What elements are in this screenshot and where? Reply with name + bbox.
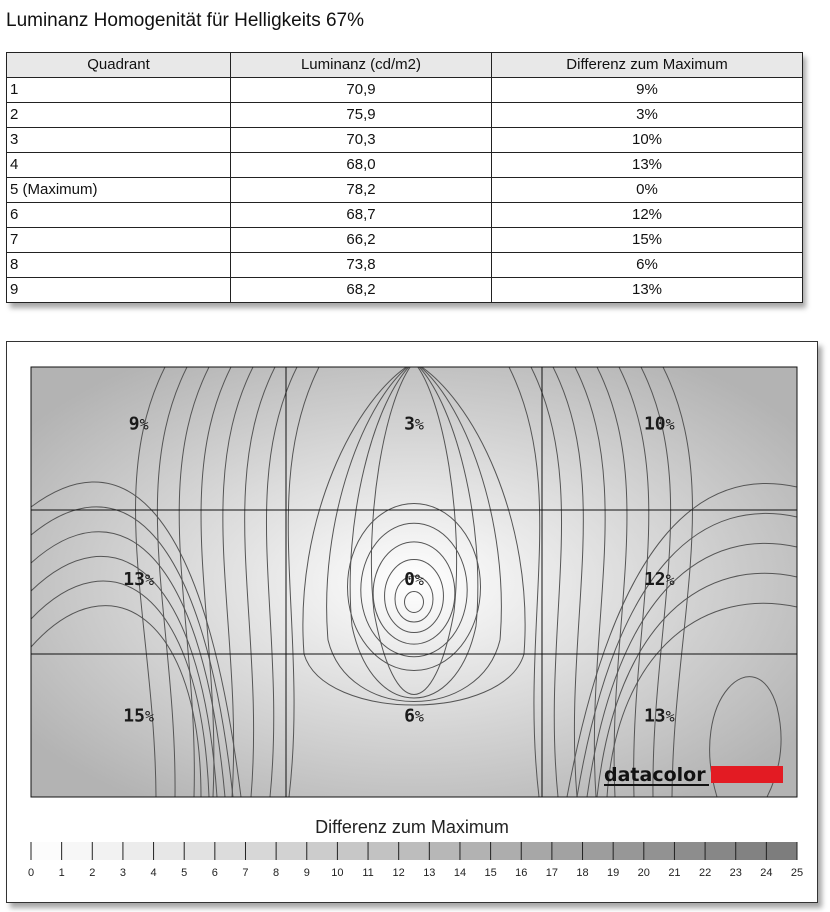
legend-tick-label: 19	[607, 867, 620, 879]
legend-swatch	[62, 842, 93, 860]
cell-difference: 10%	[492, 128, 803, 153]
quadrant-label-5	[404, 569, 424, 590]
quadrant-unit: %	[414, 415, 424, 434]
legend-swatch	[613, 842, 644, 860]
quadrant-unit: %	[144, 571, 155, 589]
legend-tick-label: 9	[303, 867, 310, 879]
legend-tick-label: 5	[181, 867, 188, 879]
legend-swatch	[583, 842, 614, 860]
legend-title: Differenz zum Maximum	[315, 817, 509, 837]
cell-luminance: 68,0	[231, 153, 492, 178]
legend-swatch	[276, 842, 307, 860]
legend-swatch	[154, 842, 185, 860]
table-row	[7, 203, 803, 228]
datacolor-logo-text: datacolor	[604, 764, 706, 786]
legend-tick-label: 12	[392, 867, 405, 879]
cell-difference: 13%	[492, 278, 803, 303]
page-title: Luminanz Homogenität für Helligkeits 67%	[6, 10, 365, 31]
legend-tick-label: 13	[423, 867, 436, 879]
quadrant-label-6	[644, 569, 675, 590]
quadrant-label-9	[644, 705, 675, 726]
quadrant-label-2	[404, 414, 424, 435]
table-row	[7, 78, 803, 103]
luminance-table	[6, 52, 803, 303]
legend-swatch	[215, 842, 246, 860]
cell-luminance: 70,9	[231, 78, 492, 103]
legend-swatch	[491, 842, 522, 860]
cell-quadrant: 9	[7, 278, 231, 303]
table-row	[7, 228, 803, 253]
legend-swatch	[552, 842, 583, 860]
quadrant-unit: %	[144, 707, 155, 726]
legend-swatch	[307, 842, 338, 860]
table-row	[7, 178, 803, 203]
cell-difference: 3%	[492, 103, 803, 128]
legend-tick-label: 17	[545, 867, 559, 879]
cell-difference: 13%	[492, 153, 803, 178]
quadrant-label-8	[404, 705, 424, 726]
quadrant-value: 9	[128, 413, 140, 435]
legend-tick-label: 1	[58, 867, 65, 879]
cell-difference: 9%	[492, 78, 803, 103]
legend-tick-label: 24	[760, 867, 773, 879]
legend-swatch	[674, 842, 705, 860]
quadrant-value: 10	[643, 413, 666, 435]
legend-tick-label: 11	[362, 867, 374, 879]
table-row	[7, 253, 803, 278]
cell-difference: 15%	[492, 228, 803, 253]
legend-swatch	[429, 842, 460, 860]
table-row	[7, 153, 803, 178]
legend-tick-label: 23	[729, 867, 742, 879]
cell-quadrant: 4	[7, 153, 231, 178]
legend-tick-label: 25	[790, 867, 804, 879]
uniformity-map-panel	[6, 341, 818, 903]
legend-swatch	[184, 842, 215, 860]
quadrant-value: 6	[404, 705, 415, 727]
legend-tick-label: 0	[27, 867, 35, 879]
legend-swatch	[460, 842, 491, 860]
legend-tick-label: 2	[89, 867, 96, 879]
cell-difference: 0%	[492, 178, 803, 203]
table-header-row	[7, 53, 803, 78]
luminance-table-container	[6, 52, 802, 303]
legend-swatch	[92, 842, 123, 860]
legend-swatch	[521, 842, 552, 860]
cell-quadrant: 3	[7, 128, 231, 153]
cell-difference: 12%	[492, 203, 803, 228]
cell-quadrant: 7	[7, 228, 231, 253]
quadrant-value: 12	[643, 569, 666, 590]
legend-swatch	[123, 842, 154, 860]
quadrant-value: 15	[123, 705, 145, 727]
quadrant-unit: %	[665, 415, 675, 434]
quadrant-value: 13	[643, 705, 666, 727]
legend-tick-label: 7	[242, 867, 249, 879]
quadrant-unit: %	[665, 707, 675, 726]
column-header-quadrant: Quadrant	[7, 53, 231, 78]
legend-tick-label: 6	[211, 867, 218, 879]
cell-quadrant: 6	[7, 203, 231, 228]
cell-quadrant: 2	[7, 103, 231, 128]
legend-tick-label: 21	[668, 867, 681, 879]
legend-swatch	[399, 842, 430, 860]
cell-quadrant: 8	[7, 253, 231, 278]
legend-swatch	[31, 842, 62, 860]
legend-swatch	[736, 842, 767, 860]
cell-quadrant: 5 (Maximum)	[7, 178, 231, 203]
cell-luminance: 75,9	[231, 103, 492, 128]
quadrant-unit: %	[414, 571, 424, 589]
cell-luminance: 66,2	[231, 228, 492, 253]
column-header-difference: Differenz zum Maximum	[492, 53, 803, 78]
quadrant-value: 3	[404, 413, 415, 435]
quadrant-label-7	[123, 705, 154, 726]
legend-swatch	[368, 842, 399, 860]
legend-tick-label: 14	[453, 867, 467, 879]
cell-luminance: 68,2	[231, 278, 492, 303]
legend-tick-label: 8	[273, 867, 280, 879]
legend-tick-label: 20	[637, 867, 650, 879]
legend-tick-label: 3	[119, 867, 126, 879]
cell-luminance: 68,7	[231, 203, 492, 228]
legend-tick-label: 4	[150, 867, 157, 879]
quadrant-label-4	[123, 569, 154, 590]
quadrant-unit: %	[414, 707, 424, 726]
legend-scale	[28, 842, 803, 879]
legend-swatch	[644, 842, 675, 860]
logo-red-bar	[711, 766, 783, 783]
cell-quadrant: 1	[7, 78, 231, 103]
legend-tick-label: 22	[698, 867, 712, 879]
cell-luminance: 73,8	[231, 253, 492, 278]
legend-tick-label: 18	[576, 867, 589, 879]
cell-luminance: 70,3	[231, 128, 492, 153]
datacolor-logo	[604, 764, 783, 786]
table-row	[7, 128, 803, 153]
quadrant-unit: %	[139, 415, 149, 434]
legend-tick-label: 15	[484, 867, 497, 879]
quadrant-label-3	[644, 414, 675, 435]
column-header-luminance: Luminanz (cd/m2)	[231, 53, 492, 78]
quadrant-unit: %	[665, 571, 675, 589]
legend-swatch	[337, 842, 368, 860]
quadrant-label-1	[129, 414, 149, 435]
legend-swatch	[766, 842, 797, 860]
legend-tick-label: 10	[331, 867, 344, 879]
quadrant-value: 0	[404, 569, 415, 590]
cell-luminance: 78,2	[231, 178, 492, 203]
table-row	[7, 103, 803, 128]
legend-swatch	[705, 842, 736, 860]
table-row	[7, 278, 803, 303]
legend-swatch	[245, 842, 276, 860]
legend-tick-label: 16	[515, 867, 528, 879]
cell-difference: 6%	[492, 253, 803, 278]
quadrant-value: 13	[123, 569, 145, 590]
